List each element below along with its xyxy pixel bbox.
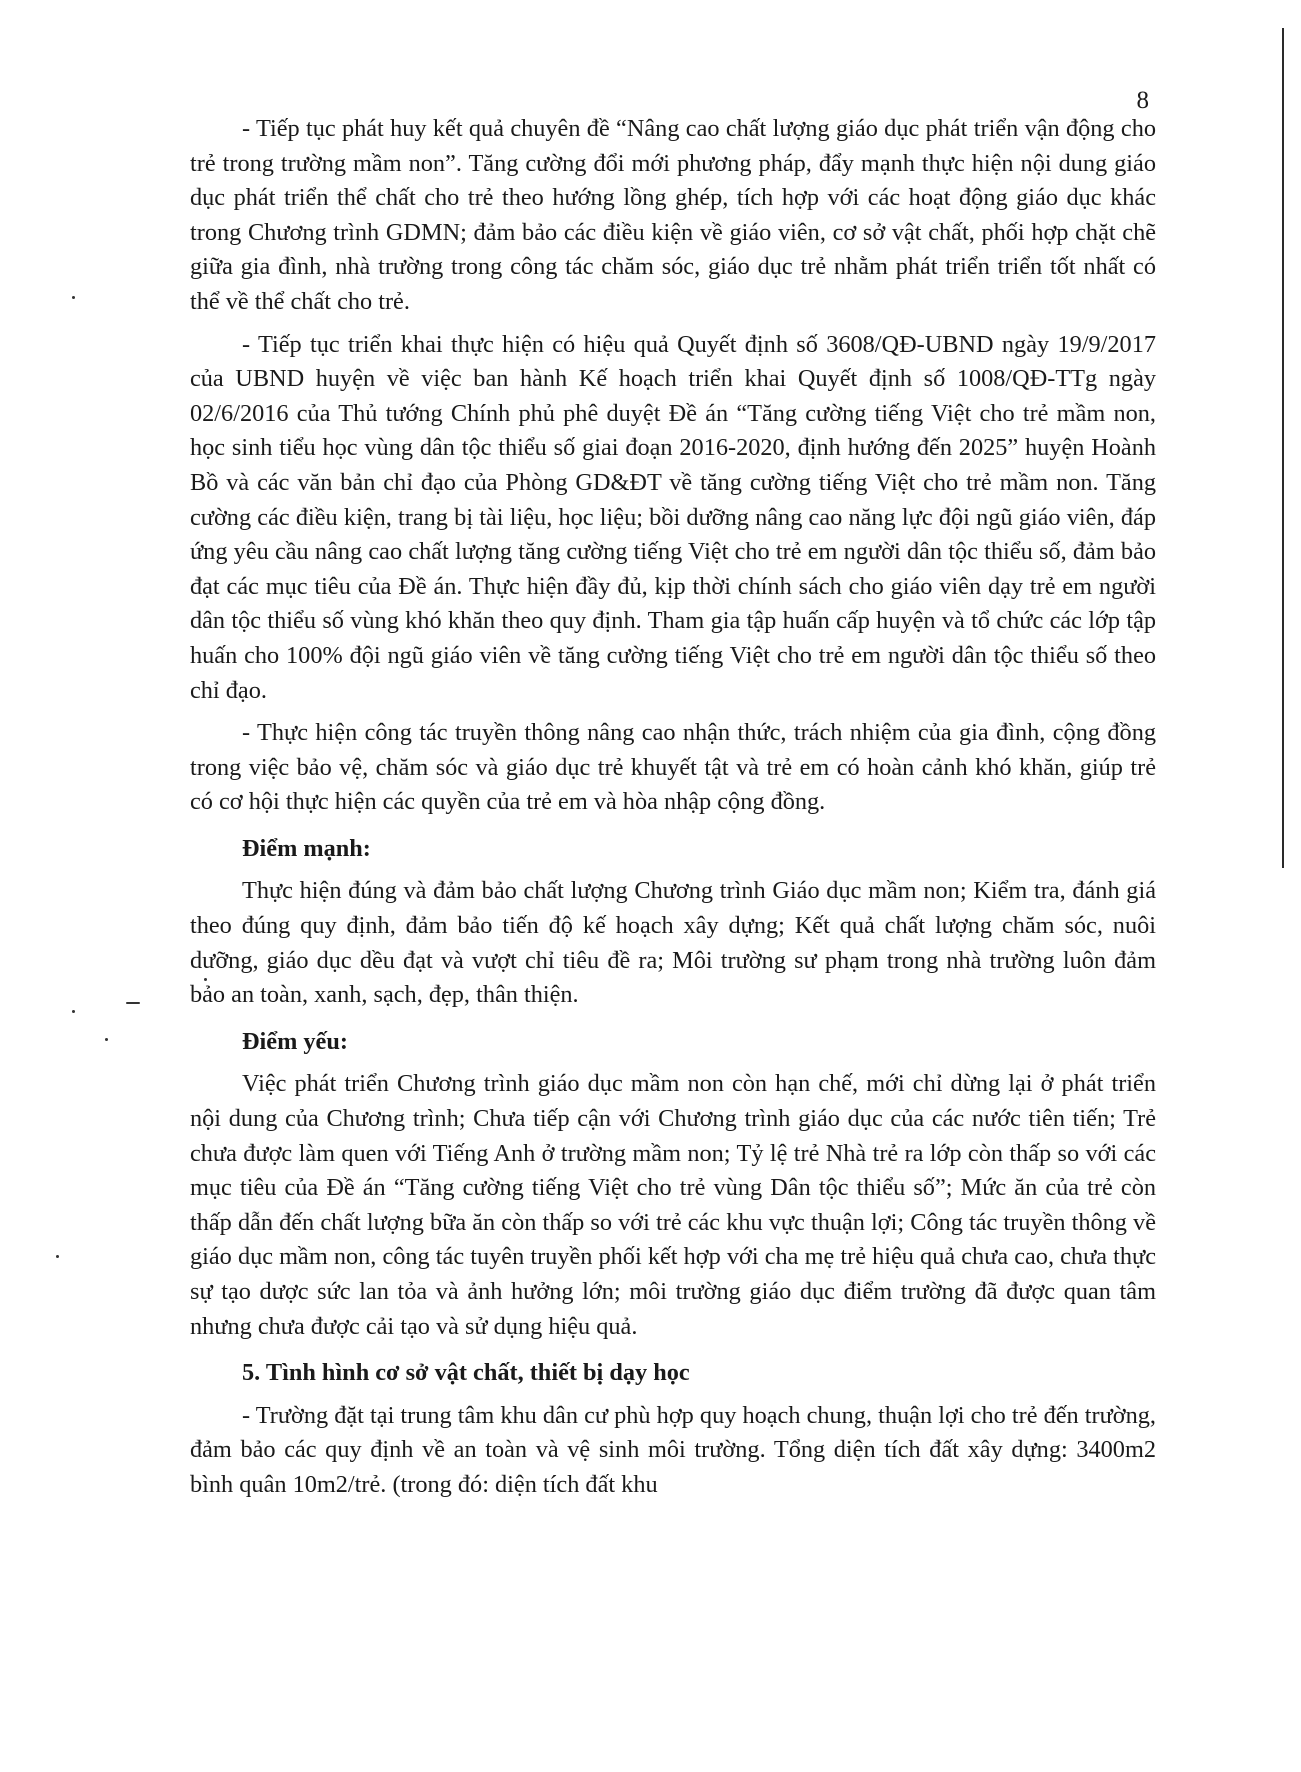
paragraph-physical-development: - Tiếp tục phát huy kết quả chuyên đề “Nâng cao chất lượng giáo dục phát triển vận động cho trẻ trong trường mầm non”. Tăng cường đổi mới phương pháp, đẩy mạnh thực hiện nội dung giáo dục phát triển thể chất cho trẻ theo hướng lồng ghép, tích hợp với các hoạt động giáo dục khác trong Chương trình GDMN; đảm bảo các điều kiện về giáo viên, cơ sở vật chất, phối hợp chặt chẽ giữa gia đình, nhà trường trong công tác chăm sóc, giáo dục trẻ nhằm phát triển triển tốt nhất có thể về thể chất cho trẻ. [190, 115, 1156, 315]
scan-speck [72, 296, 75, 299]
paragraph-communication: - Thực hiện công tác truyền thông nâng cao nhận thức, trách nhiệm của gia đình, cộng đồng trong việc bảo vệ, chăm sóc và giáo dục trẻ khuyết tật và trẻ em có hoàn cảnh khó khăn, giúp trẻ có cơ hội thực hiện các quyền của trẻ em và hòa nhập cộng đồng. [190, 719, 1156, 816]
scan-speck [105, 1038, 108, 1041]
weaknesses-heading: Điểm yếu: [242, 1027, 348, 1055]
page-number: 8 [1136, 87, 1149, 114]
strengths-heading: Điểm mạnh: [242, 834, 371, 862]
strengths-paragraph: Thực hiện đúng và đảm bảo chất lượng Chương trình Giáo dục mầm non; Kiểm tra, đánh giá theo đúng quy định, đảm bảo tiến độ kế hoạch xây dựng; Kết quả chất lượng chăm sóc, nuôi dưỡng, giáo dục dều đạt và vượt chỉ tiêu đề ra; Môi trường sư phạm trong nhà trường luôn đảm bảo an toàn, xanh, sạch, đẹp, thân thiện. [190, 877, 1156, 1009]
document-body [190, 112, 1156, 1511]
weaknesses-paragraph: Việc phát triển Chương trình giáo dục mầm non còn hạn chế, mới chỉ dừng lại ở phát triển nội dung của Chương trình; Chưa tiếp cận với Chương trình giáo dục của các nước tiên tiến; Trẻ chưa được làm quen với Tiếng Anh ở trường mầm non; Tỷ lệ trẻ Nhà trẻ ra lớp còn thấp so với các mục tiêu của Đề án “Tăng cường tiếng Việt cho trẻ vùng Dân tộc thiểu số”; Mức ăn của trẻ còn thấp dẫn đến chất lượng bữa ăn còn thấp so với trẻ các khu vực thuận lợi; Công tác truyền thông về giáo dục mầm non, công tác tuyên truyền phối kết hợp với cha mẹ trẻ hiệu quả chưa cao, chưa thực sự tạo dược sức lan tỏa và ảnh hưởng lớn; môi trường giáo dục điểm trường đã được quan tâm nhưng chưa được cải tạo và sử dụng hiệu quả. [190, 1070, 1156, 1340]
scan-speck [126, 1002, 140, 1004]
section-heading-facilities: 5. Tình hình cơ sở vật chất, thiết bị dạy học [242, 1359, 690, 1387]
scan-speck [56, 1255, 59, 1258]
facilities-paragraph: - Trường đặt tại trung tâm khu dân cư phù hợp quy hoạch chung, thuận lợi cho trẻ đến trường, đảm bảo các quy định về an toàn và vệ sinh môi trường. Tổng diện tích đất xây dựng: 3400m2 bình quân 10m2/trẻ. (trong đó: diện tích đất khu [190, 1401, 1156, 1498]
paragraph-vietnamese-language: - Tiếp tục triển khai thực hiện có hiệu quả Quyết định số 3608/QĐ-UBND ngày 19/9/2017 của UBND huyện về việc ban hành Kế hoạch triển khai Quyết định số 1008/QĐ-TTg ngày 02/6/2016 của Thủ tướng Chính phủ phê duyệt Đề án “Tăng cường tiếng Việt cho trẻ mầm non, học sinh tiểu học vùng dân tộc thiểu số giai đoạn 2016-2020, định hướng đến 2025” huyện Hoành Bồ và các văn bản chỉ đạo của Phòng GD&ĐT về tăng cường tiếng Việt cho trẻ mầm non. Tăng cường các điều kiện, trang bị tài liệu, học liệu; bồi dưỡng nâng cao năng lực đội ngũ giáo viên, đáp ứng yêu cầu nâng cao chất lượng tăng cường tiếng Việt cho trẻ em người dân tộc thiểu số, đảm bảo đạt các mục tiêu của Đề án. Thực hiện đầy đủ, kịp thời chính sách cho giáo viên dạy trẻ em người dân tộc thiểu số vùng khó khăn theo quy định. Tham gia tập huấn cấp huyện và tổ chức các lớp tập huấn cho 100% đội ngũ giáo viên về tăng cường tiếng Việt cho trẻ em người dân tộc thiểu số theo chỉ đạo. [190, 330, 1156, 704]
scan-edge-line [1282, 28, 1284, 868]
scan-speck [72, 1010, 75, 1013]
